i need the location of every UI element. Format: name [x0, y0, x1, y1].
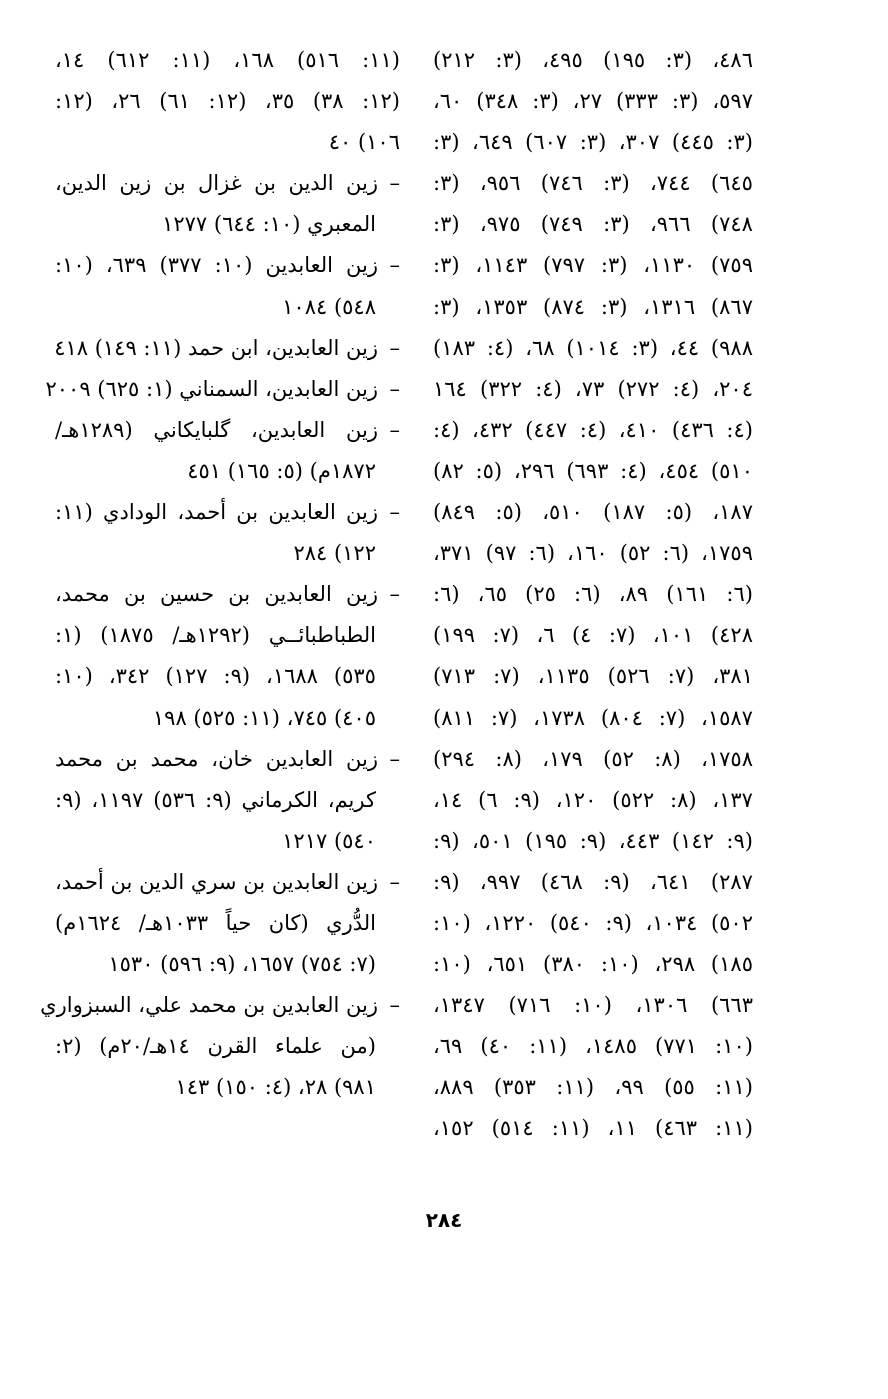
index-entry [55, 245, 400, 327]
index-line: ٥٩٧، (٣: ٣٣٣) ٢٧، (٣: ٣٤٨) ٦٠، [433, 89, 753, 114]
entry-head-line [40, 985, 400, 1026]
entry-text: زين العابدين (١٠: ٣٧٧) ٦٣٩، (١٠: [55, 253, 378, 278]
entry-dash: – [389, 746, 400, 771]
entry-line: كريم، الكرماني (٩: ٥٣٦) ١١٩٧، (٩: [55, 787, 376, 812]
entry-line: ٩٨١) ٢٨، (٤: ١٥٠) ١٤٣ [175, 1075, 376, 1100]
entry-head-line [55, 862, 400, 903]
index-entry [55, 410, 400, 492]
index-line: (١١: ٥١٦) ١٦٨، (١١: ٦١٢) ١٤، [55, 48, 400, 72]
index-line: ٤٢٨) ١٠١، (٧: ٤) ٦، (٧: ١٩٩) [433, 623, 753, 648]
index-entry [40, 985, 400, 1108]
index-line: ٢٨٧) ٦٤١، (٩: ٤٦٨) ٩٩٧، (٩: [433, 869, 753, 894]
index-line: ٥٠٢) ١٠٣٤، (٩: ٥٤٠) ١٢٢٠، (١٠: [433, 910, 753, 935]
entry-head-line [55, 328, 400, 369]
index-line: ٢٠٤، (٤: ٢٧٢) ٧٣، (٤: ٣٢٢) ١٦٤ [433, 376, 753, 401]
index-line: ٨٦٧) ١٣١٦، (٣: ٨٧٤) ١٣٥٣، (٣: [433, 294, 753, 319]
index-entry [45, 369, 400, 410]
entry-text: زين العابدين بن أحمد، الودادي (١١: [55, 500, 378, 525]
index-entry [55, 163, 400, 245]
entry-line: الدُّري (كان حياً ١٠٣٣هـ/ ١٦٢٤م) [55, 910, 377, 935]
entry-dash: – [389, 500, 400, 525]
entry-text: زين العابدين بن محمد علي، السبزواري [40, 993, 378, 1018]
index-line: (٦: ١٦١) ٨٩، (٦: ٢٥) ٦٥، (٦: [433, 582, 753, 607]
index-line: (١٢: ٣٨) ٣٥، (١٢: ٦١) ٢٦، (١٢: [55, 89, 400, 114]
index-line: (٣: ٤٤٥) ٣٠٧، (٣: ٦٠٧) ٦٤٩، (٣: [433, 130, 753, 155]
index-entry [55, 492, 400, 574]
entry-head-line [55, 739, 400, 780]
index-line: ١٥٨٧، (٧: ٨٠٤) ١٧٣٨، (٧: ٨١١) [433, 705, 753, 730]
entry-head-line [45, 369, 400, 410]
index-line: (٤: ٤٣٦) ٤١٠، (٤: ٤٤٧) ٤٣٢، (٤: [433, 417, 753, 442]
entry-dash: – [389, 335, 400, 360]
index-line: ٦٤٥) ٧٤٤، (٣: ٧٤٦) ٩٥٦، (٣: [433, 171, 753, 196]
entry-line: ١٢٢) ٢٨٤ [293, 541, 376, 566]
continuation-block [55, 40, 400, 163]
entry-text: زين العابدين خان، محمد بن محمد [55, 746, 378, 771]
entry-line: ٥٤٨) ١٠٨٤ [282, 294, 376, 319]
index-line: ٣٨١، (٧: ٥٢٦) ١١٣٥، (٧: ٧١٣) [433, 664, 753, 689]
entry-text: زين العابدين بن حسين بن محمد، [55, 582, 378, 607]
index-line: ١٨٥) ٢٩٨، (١٠: ٣٨٠) ٦٥١، (١٠: [433, 952, 753, 977]
index-entry [55, 328, 400, 369]
entry-head-line [55, 410, 400, 451]
entry-text: زين العابدين بن سري الدين بن أحمد، [55, 869, 378, 894]
right-column [433, 40, 753, 1150]
entry-dash: – [389, 171, 400, 196]
entry-line: المعبري (١٠: ٦٤٤) ١٢٧٧ [162, 212, 376, 237]
entry-dash: – [389, 993, 400, 1018]
index-line: ١٧٥٩، (٦: ٥٢) ١٦٠، (٦: ٩٧) ٣٧١، [433, 541, 753, 566]
index-line: (١١: ٥٥) ٩٩، (١١: ٣٥٣) ٨٨٩، [433, 1075, 753, 1100]
index-line: ١٨٧، (٥: ١٨٧) ٥١٠، (٥: ٨٤٩) [433, 500, 753, 525]
entry-line: (من علماء القرن ١٤هـ/٢٠م) (٢: [55, 1034, 376, 1059]
entry-head-line [55, 492, 400, 533]
entry-head-line [55, 163, 400, 204]
entry-text: زين الدين بن غزال بن زين الدين، [55, 171, 378, 196]
index-entry [55, 739, 400, 862]
index-entry [55, 862, 400, 985]
index-line: (٩: ١٤٢) ٤٤٣، (٩: ١٩٥) ٥٠١، (٩: [433, 828, 753, 853]
entry-line: ٥٤٠) ١٢١٧ [282, 828, 376, 853]
index-line: ٤٨٦، (٣: ١٩٥) ٤٩٥، (٣: ٢١٢) [433, 48, 753, 72]
index-line: ١٧٥٨، (٨: ٥٢) ١٧٩، (٨: ٢٩٤) [433, 746, 753, 771]
index-line: (١٠: ٧٧١) ١٤٨٥، (١١: ٤٠) ٦٩، [433, 1034, 753, 1059]
entry-dash: – [389, 376, 400, 401]
index-entry [55, 574, 400, 738]
entry-head-line [55, 574, 400, 615]
index-line: ٥١٠) ٤٥٤، (٤: ٦٩٣) ٢٩٦، (٥: ٨٢) [433, 458, 753, 483]
entry-dash: – [389, 582, 400, 607]
entry-text: زين العابدين، ابن حمد (١١: ١٤٩) ٤١٨ [54, 335, 378, 360]
entry-head-line [55, 245, 400, 286]
index-line: ١٣٧، (٨: ٥٢٢) ١٢٠، (٩: ٦) ١٤، [433, 787, 753, 812]
entry-dash: – [389, 417, 400, 442]
entry-line: (٧: ٧٥٤) ١٦٥٧، (٩: ٥٩٦) ١٥٣٠ [108, 952, 376, 977]
entry-line: ٤٠٥) ٧٤٥، (١١: ٥٢٥) ١٩٨ [152, 705, 376, 730]
index-line: ٦٦٣) ١٣٠٦، (١٠: ٧١٦) ١٣٤٧، [433, 993, 753, 1018]
index-line: ٧٤٨) ٩٦٦، (٣: ٧٤٩) ٩٧٥، (٣: [433, 212, 753, 237]
entry-text: زين العابدين، گلبايكاني (١٢٨٩هـ/ [55, 417, 378, 442]
entry-dash: – [389, 869, 400, 894]
index-line: (١١: ٤٦٣) ١١، (١١: ٥١٤) ١٥٢، [433, 1116, 753, 1141]
entry-dash: – [389, 253, 400, 278]
left-column [40, 40, 400, 1108]
entry-text: زين العابدين، السمناني (١: ٦٢٥) ٢٠٠٩ [45, 376, 378, 401]
index-line: ٩٨٨) ٤٤، (٣: ١٠١٤) ٦٨، (٤: ١٨٣) [433, 335, 753, 360]
entry-line: الطباطبائــي (١٢٩٢هـ/ ١٨٧٥) (١: [55, 623, 377, 648]
entry-line: ٥٣٥) ١٦٨٨، (٩: ١٢٧) ٣٤٢، (١٠: [55, 664, 376, 689]
index-line: ٧٥٩) ١١٣٠، (٣: ٧٩٧) ١١٤٣، (٣: [433, 253, 753, 278]
page-number: ٢٨٤ [425, 1208, 463, 1232]
entry-line: ١٨٧٢م) (٥: ١٦٥) ٤٥١ [187, 458, 376, 483]
index-line: ١٠٦) ٤٠ [328, 130, 400, 155]
